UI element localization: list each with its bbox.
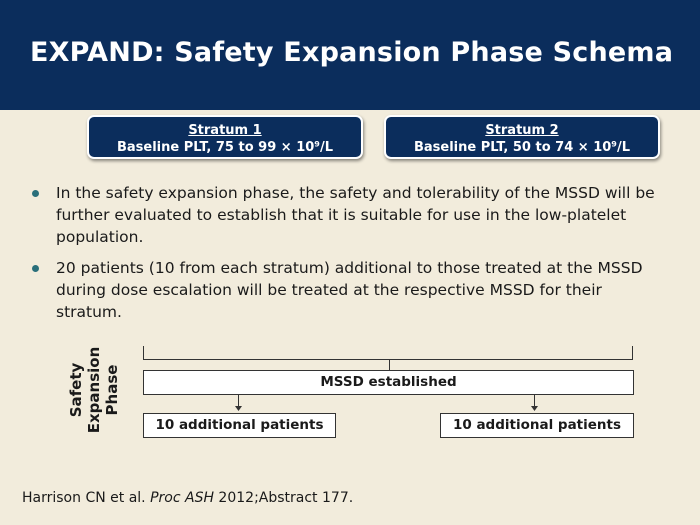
bullet-text: In the safety expansion phase, the safety and tolerability of the MSSD will be further evaluated to establish that it is suitable for use in the low-platelet population.: [56, 184, 655, 246]
citation: [22, 490, 353, 506]
side-label-line: Expansion: [85, 346, 103, 434]
arm-right-label: 10 additional patients: [452, 417, 622, 433]
arrow-down-icon: [235, 406, 242, 411]
arm-right-box: [440, 413, 634, 438]
mssd-established-label: MSSD established: [320, 374, 457, 390]
citation-journal: Proc ASH: [150, 490, 214, 506]
arm-left-box: [143, 413, 336, 438]
side-label-line: Phase: [103, 364, 121, 416]
bracket-line: [144, 346, 633, 360]
bullet-text: 20 patients (10 from each stratum) additional to those treated at the MSSD during dose escalation will be treated at the respective MSSD for their stratum.: [56, 259, 643, 321]
mssd-established-box: [143, 370, 634, 395]
arm-left-label: 10 additional patients: [155, 417, 324, 433]
slide-title: EXPAND: Safety Expansion Phase Schema: [30, 37, 674, 68]
citation-rest: 2012;Abstract 177.: [213, 490, 354, 506]
stratum-1-name: Stratum 1: [188, 123, 262, 138]
stratum-1-description: Baseline PLT, 75 to 99 × 10⁹/L: [116, 140, 334, 155]
arrow-down-icon: [531, 406, 538, 411]
citation-authors: Harrison CN et al.: [22, 490, 151, 506]
side-label: [59, 343, 129, 437]
side-label-line: Safety: [67, 362, 85, 418]
stratum-2-description: Baseline PLT, 50 to 74 × 10⁹/L: [413, 140, 631, 155]
stratum-2-name: Stratum 2: [485, 123, 559, 138]
